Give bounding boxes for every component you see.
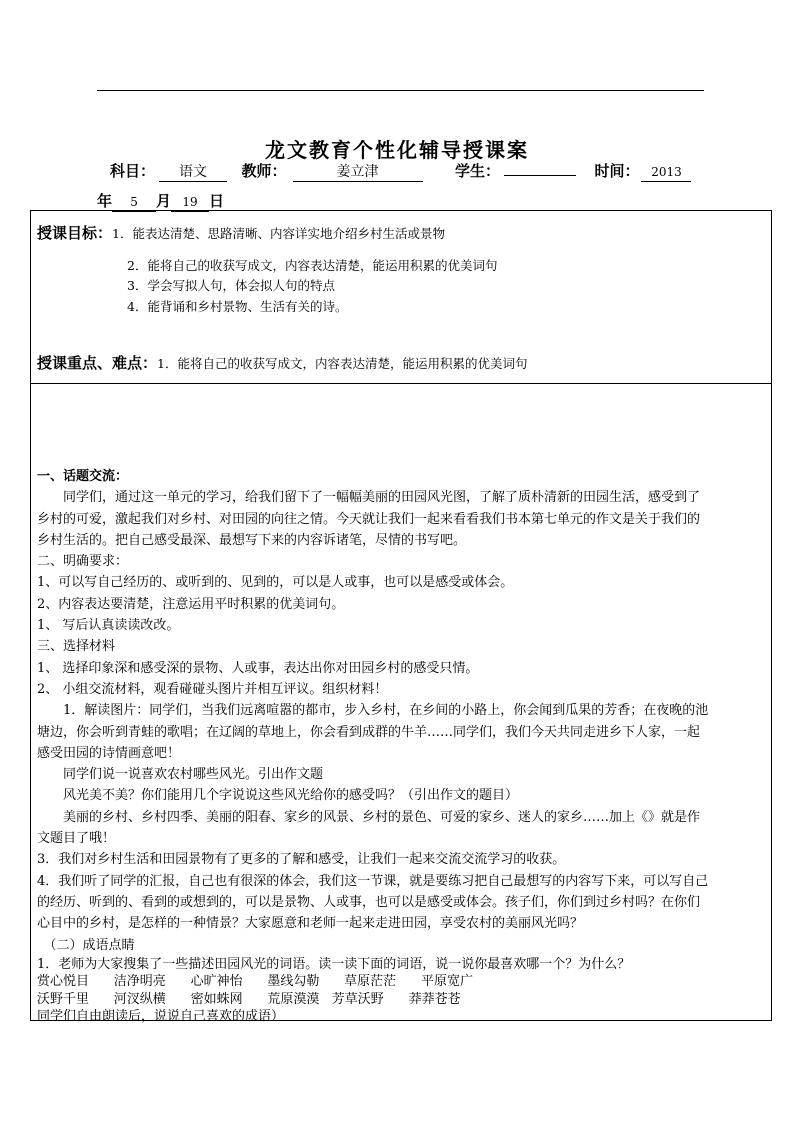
section-heading: 一、话题交流： bbox=[37, 469, 129, 484]
goal-item: 4．能背诵和乡村景物、生活有关的诗。 bbox=[127, 299, 348, 314]
key-points-row bbox=[37, 352, 527, 373]
key-points-text: 1．能将自己的收获写成文，内容表达清楚，能运用积累的优美词句 bbox=[157, 356, 528, 371]
header-date-row bbox=[97, 190, 224, 212]
paragraph-line: 文题目了哦！ bbox=[37, 831, 116, 847]
paragraph-line: 乡村的可爱，激起我们对乡村、对田园的向往之情。今天就让我们一起来看看我们书本第七单元的作文是关于我们的 bbox=[37, 511, 701, 527]
subject-value: 语文 bbox=[159, 163, 227, 182]
goal-item: 1．能表达清楚、思路清晰、内容详实地介绍乡村生活或景物 bbox=[112, 226, 445, 241]
paragraph-line: 同学们自由朗读后，说说自己喜欢的成语） bbox=[37, 1009, 285, 1025]
list-item: 2、内容表达要清楚，注意运用平时积累的优美词句。 bbox=[37, 596, 345, 612]
teacher-value: 姜立津 bbox=[293, 163, 423, 182]
day-value: 19 bbox=[171, 193, 209, 212]
paragraph-line: 感受田园的诗情画意吧！ bbox=[37, 745, 181, 761]
section-heading: （二）成语点睛 bbox=[43, 937, 135, 953]
idiom-block bbox=[37, 956, 770, 1026]
paragraph-line: 同学们，通过这一单元的学习，给我们留下了一幅幅美丽的田园风光图，了解了质朴清新的田园生活，感受到了 bbox=[63, 490, 701, 506]
paragraph-line: 塘边，你会听到青蛙的歌唱；在辽阔的草地上，你会看到成群的牛羊……同学们，我们今天共同走进乡下人家，一起 bbox=[37, 724, 701, 740]
goal-item: 2．能将自己的收获写成文，内容表达清楚，能运用积累的优美词句 bbox=[127, 258, 498, 273]
list-item: 1、 写后认真读读改改。 bbox=[37, 618, 180, 634]
paragraph-line: 3．我们对乡村生活和田园景物有了更多的了解和感受，让我们一起来交流交流学习的收获。 bbox=[37, 852, 566, 868]
list-item: 2、 小组交流材料，观看碰碰头图片并相互评议。组织材料！ bbox=[37, 681, 388, 697]
year-char: 年 bbox=[97, 192, 113, 210]
header-rule bbox=[97, 90, 704, 91]
paragraph-line: 4．我们听了同学的汇报，自己也有很深的体会，我们这一节课，就是要练习把自己最想写的内容写下来，可以写自己 bbox=[37, 873, 709, 889]
lesson-content bbox=[37, 466, 770, 1026]
goals-label: 授课目标： bbox=[37, 224, 113, 242]
paragraph-line: 1．解读图片：同学们，当我们远离喧嚣的都市，步入乡村，在乡间的小路上，你会闻到瓜果的芳香；在夜晚的池 bbox=[63, 703, 709, 719]
goals-row bbox=[37, 222, 445, 243]
goal-item: 3．学会写拟人句，体会拟人句的特点 bbox=[127, 278, 335, 293]
idiom-row: 沃野千里 河汊纵横 密如蛛网 荒原漠漠 芳草沃野 莽莽苍苍 bbox=[37, 991, 461, 1007]
list-item: 1、可以写自己经历的、或听到的、见到的，可以是人或事，也可以是感受或体会。 bbox=[37, 575, 514, 591]
idiom-row: 赏心悦目 洁净明亮 心旷神怡 墨线勾勒 草原茫茫 平原宽广 bbox=[37, 974, 473, 990]
list-item: 1、 选择印象深和感受深的景物、人或事，表达出你对田园乡村的感受只情。 bbox=[37, 660, 479, 676]
key-points-label: 授课重点、难点： bbox=[37, 354, 158, 372]
time-label: 时间： bbox=[594, 162, 640, 180]
teacher-label: 教师： bbox=[241, 162, 287, 180]
paragraph-line: 美丽的乡村、乡村四季、美丽的阳春、家乡的风景、乡村的景色、可爱的家乡、迷人的家乡……加上《》就是作 bbox=[63, 809, 701, 825]
paragraph-line: 的经历、听到的、看到的或想到的，可以是景物、人或事，也可以是感受或体会。孩子们，你们到过乡村吗？在你们 bbox=[37, 894, 701, 910]
day-char: 日 bbox=[209, 192, 225, 210]
student-value bbox=[504, 175, 576, 176]
paragraph-line: 心目中的乡村，是怎样的一种情景？大家愿意和老师一起来走进田园，享受农村的美丽风光吗？ bbox=[37, 916, 584, 932]
paragraph-line: 乡村生活的。把自己感受最深、最想写下来的内容诉诸笔，尽情的书写吧。 bbox=[37, 532, 467, 548]
student-label: 学生： bbox=[454, 162, 500, 180]
year-value: 2013 bbox=[641, 163, 691, 182]
month-value: 5 bbox=[112, 193, 156, 212]
page-title: 龙文教育个性化辅导授课案 bbox=[265, 138, 529, 162]
month-char: 月 bbox=[156, 192, 172, 210]
paragraph-line: 同学们说一说喜欢农村哪些风光。引出作文题 bbox=[63, 767, 324, 783]
paragraph-line: 1．老师为大家搜集了一些描述田园风光的词语。读一读下面的词语，说一说你最喜欢哪一个？为什么？ bbox=[37, 956, 631, 972]
section-heading: 三、选择材料 bbox=[37, 639, 116, 655]
subject-label: 科目： bbox=[110, 162, 156, 180]
header-info-row bbox=[110, 160, 691, 182]
paragraph-line: 风光美不美？你们能用几个字说说这些风光给你的感受吗？（引出作文的题目） bbox=[63, 788, 519, 804]
section-heading: 二、明确要求： bbox=[37, 554, 129, 570]
